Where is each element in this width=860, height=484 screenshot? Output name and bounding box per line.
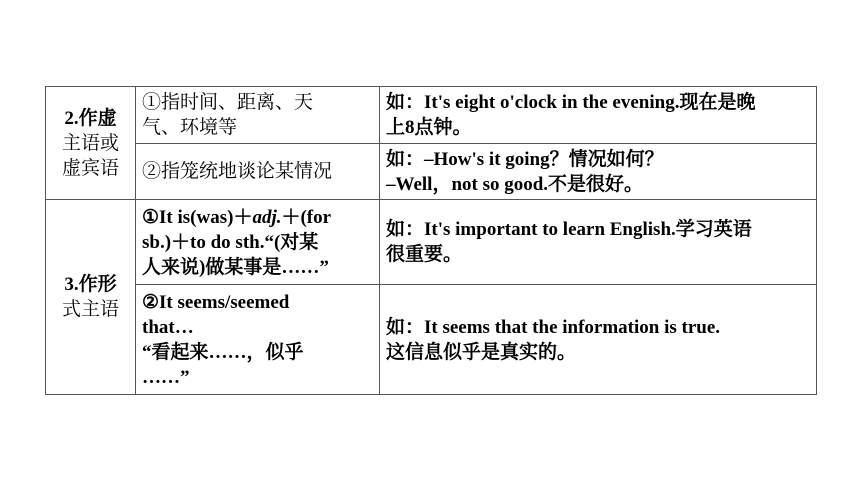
category-line: 2.作虚 [64, 107, 117, 129]
example-cell [380, 87, 817, 144]
usage-line: ②指笼统地谈论某情况 [142, 161, 333, 182]
usage-cell [136, 285, 380, 395]
usage-line: ①指时间、距离、天 [142, 92, 314, 113]
usage-line: 人来说)做某事是……” [142, 256, 329, 278]
example-cell [380, 200, 817, 285]
example-line: –Well，not so good.不是很好。 [386, 173, 644, 195]
example-line: 如：It seems that the information is true. [386, 316, 721, 338]
usage-line: 气、环境等 [142, 117, 238, 138]
example-line: 如：It's eight o'clock in the evening.现在是晚 [386, 92, 756, 113]
example-cell [380, 144, 817, 200]
usage-line: ……” [142, 366, 190, 388]
category-cell-formal-subject [46, 200, 136, 395]
adj-abbreviation: adj. [252, 206, 282, 228]
example-line: 上8点钟。 [386, 117, 472, 138]
example-line: 如：It's important to learn English.学习英语 [386, 219, 752, 240]
usage-line: ②It seems/seemed [142, 291, 290, 313]
usage-text: ①It is(was)＋ [142, 206, 253, 228]
category-cell-dummy-subject-object [46, 87, 136, 200]
usage-text: ＋(for [281, 206, 332, 228]
table-row [46, 285, 817, 395]
category-line: 3.作形 [64, 274, 117, 295]
usage-cell [136, 144, 380, 200]
table-row [46, 87, 817, 144]
category-line: 虚宾语 [61, 157, 119, 179]
example-line: 如：–How's it going？情况如何？ [386, 148, 664, 170]
grammar-table [45, 86, 817, 395]
usage-line [142, 205, 373, 230]
table-row [46, 200, 817, 285]
usage-line: sb.)＋to do sth.“(对某 [142, 231, 319, 253]
usage-line: “看起来……，似乎 [142, 341, 304, 363]
table-row [46, 144, 817, 200]
usage-cell [136, 200, 380, 285]
category-line: 主语或 [61, 132, 119, 154]
example-line: 很重要。 [386, 244, 463, 265]
example-cell [380, 285, 817, 395]
usage-line: that… [142, 316, 194, 338]
usage-cell [136, 87, 380, 144]
example-line: 这信息似乎是真实的。 [386, 341, 577, 363]
category-line: 式主语 [61, 299, 119, 320]
